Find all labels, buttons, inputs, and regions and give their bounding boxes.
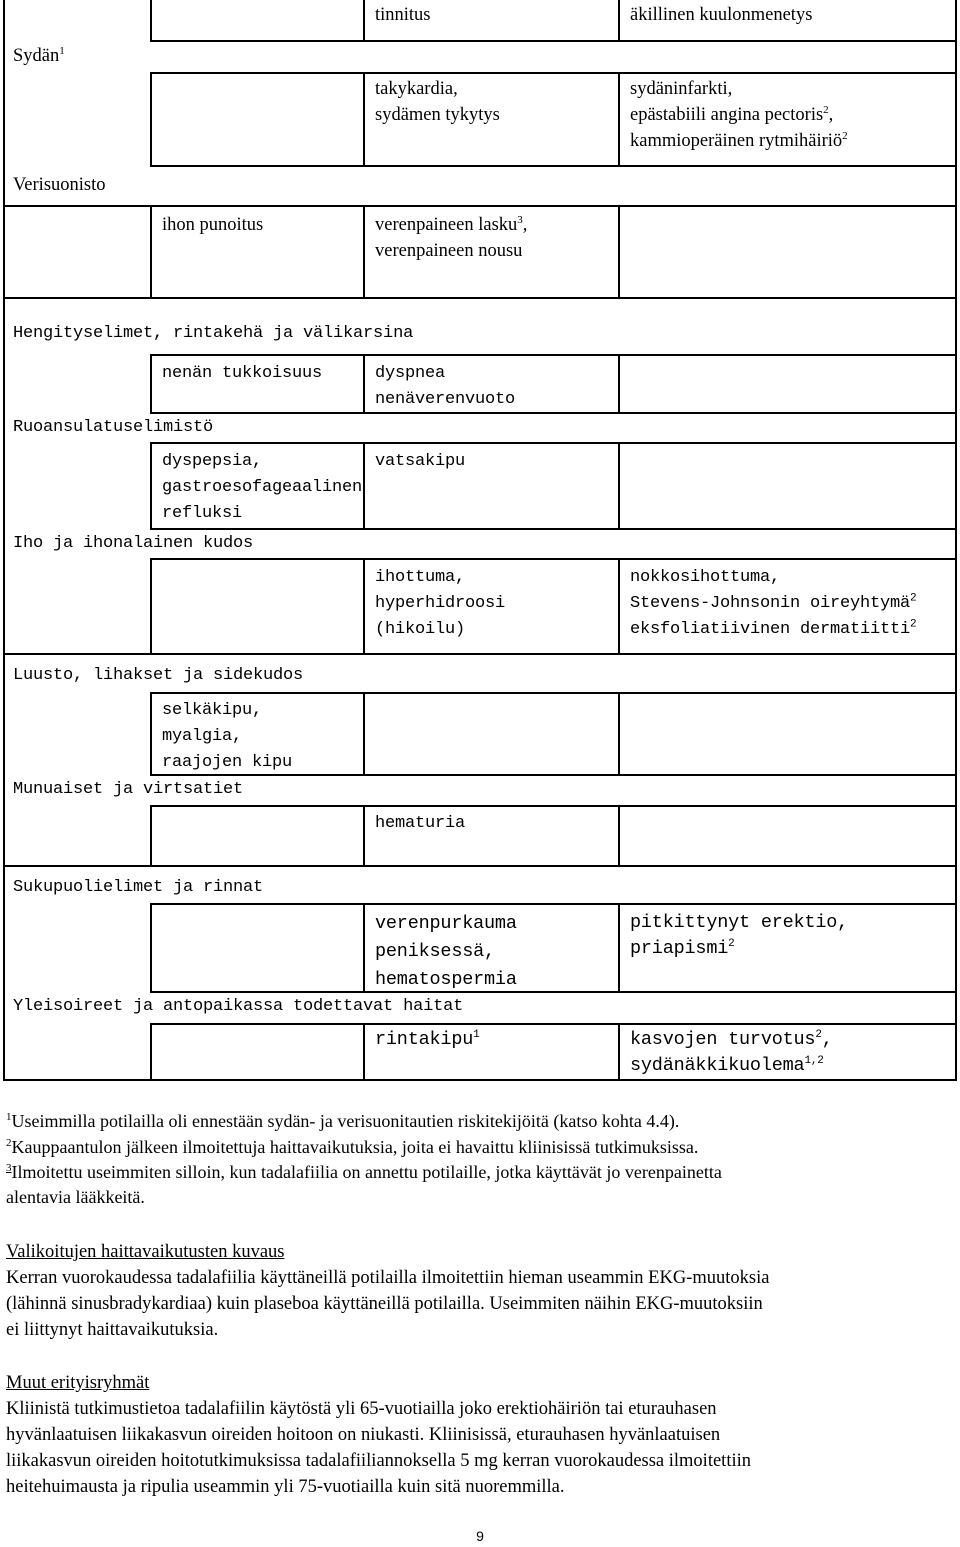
cell-sudden-hearing-loss: äkillinen kuulonmenetys (630, 5, 813, 25)
page-number: 9 (476, 1528, 484, 1544)
section-heading: Muut erityisryhmät (6, 1373, 150, 1393)
paragraph-line: Kerran vuorokaudessa tadalafiilia käyttäneillä potilailla ilmoitettiin hieman useammin EKG-muutoksia (6, 1268, 770, 1288)
paragraph-line: (lähinnä sinusbradykardiaa) kuin plaseboa käyttäneillä potilailla. Useimmiten näihin EKG-muutoksiin (6, 1294, 763, 1314)
section-other-special-populations (6, 1370, 946, 1500)
footnote-3-cont: alentavia lääkkeitä. (6, 1187, 145, 1207)
organ-class-general: Yleisoireet ja antopaikassa todettavat haitat (13, 997, 464, 1016)
paragraph-line: Kliinistä tutkimustietoa tadalafiilin käytöstä yli 65-vuotiailla joko erektiohäiriön tai eturauhasen (6, 1399, 717, 1419)
organ-class-reproductive: Sukupuolielimet ja rinnat (13, 878, 264, 897)
cell-dyspepsia: dyspepsia, gastroesofageaalinen refluksi (162, 452, 363, 523)
cell-chest-pain: rintakipu$^1$ (375, 1028, 480, 1050)
organ-class-renal: Munuaiset ja virtsatiet (13, 780, 244, 799)
paragraph-line: hyvänlaatuisen liikakasvun oireiden hoitoon on niukasti. Kliinisissä, eturauhasen hyvänlaatuisen (6, 1425, 721, 1445)
cell-penile-haemorrhage: verenpurkauma peniksessä, hematospermia (375, 913, 517, 990)
organ-class-respiratory: Hengityselimet, rintakehä ja välikarsina (13, 324, 414, 343)
organ-class-gastrointestinal: Ruoansulatuselimistö (13, 418, 214, 437)
footnote-2: $^2$Kauppaantulon jälkeen ilmoitettuja haittavaikutuksia, joita ei havaittu kliinisissä tutkimuksissa. (6, 1137, 699, 1157)
cell-back-pain: selkäkipu, myalgia, raajojen kipu (162, 701, 293, 772)
cell-myocardial-infarction: sydäninfarkti, epästabiili angina pectoris$^2$, kammioperäinen rytmihäiriö$^2$ (630, 79, 848, 151)
cell-tinnitus: tinnitus (375, 5, 431, 25)
paragraph-line: ei liittynyt haittavaikutuksia. (6, 1320, 219, 1340)
organ-class-heart: Sydän$^1$ (13, 44, 65, 66)
cell-dyspnoea: dyspnea nenäverenvuoto (375, 364, 516, 409)
cell-tachycardia: takykardia, sydämen tykytys (375, 79, 500, 125)
cell-blood-pressure: verenpaineen lasku$^3$, verenpaineen nousu (375, 213, 528, 261)
paragraph-line: liikakasvun oireiden hoitotutkimuksissa tadalafiiliannoksella 5 mg kerran vuorokaudessa ilmoitettiin (6, 1451, 751, 1471)
cell-priapism: pitkittynyt erektio, priapismi$^2$ (630, 912, 849, 959)
cell-rash: ihottuma, hyperhidroosi (hikoilu) (375, 568, 506, 639)
section-heading: Valikoitujen haittavaikutusten kuvaus (6, 1242, 285, 1262)
cell-haematuria: hematuria (375, 814, 466, 833)
organ-class-vascular: Verisuonisto (13, 175, 106, 195)
footnote-1: $^1$Useimmilla potilailla oli ennestään sydän- ja verisuonitautien riskitekijöitä (katso kohta 4.4). (6, 1111, 680, 1131)
cell-flushing: ihon punoitus (162, 215, 264, 235)
cell-abdominal-pain: vatsakipu (375, 452, 466, 471)
organ-class-skin: Iho ja ihonalainen kudos (13, 534, 254, 553)
organ-class-musculoskeletal: Luusto, lihakset ja sidekudos (13, 666, 304, 685)
section-selected-adverse-reactions (6, 1239, 946, 1343)
cell-nasal-congestion: nenän tukkoisuus (162, 364, 323, 383)
paragraph-line: heitehuimausta ja ripulia useammin yli 75-vuotiailla kuin sitä nuoremmilla. (6, 1477, 565, 1497)
cell-facial-oedema: kasvojen turvotus$^2$, sydänäkkikuolema$^{1,2}$ (630, 1028, 833, 1076)
footnote-3: $^3$Ilmoitettu useimmiten silloin, kun tadalafiilia on annettu potilaille, jotka käyttävät jo verenpainetta (6, 1162, 722, 1182)
cell-urticaria: nokkosihottuma, Stevens-Johnsonin oireyhtymä$^2$ eksfoliatiivinen dermatiitti$^2$ (630, 568, 917, 639)
